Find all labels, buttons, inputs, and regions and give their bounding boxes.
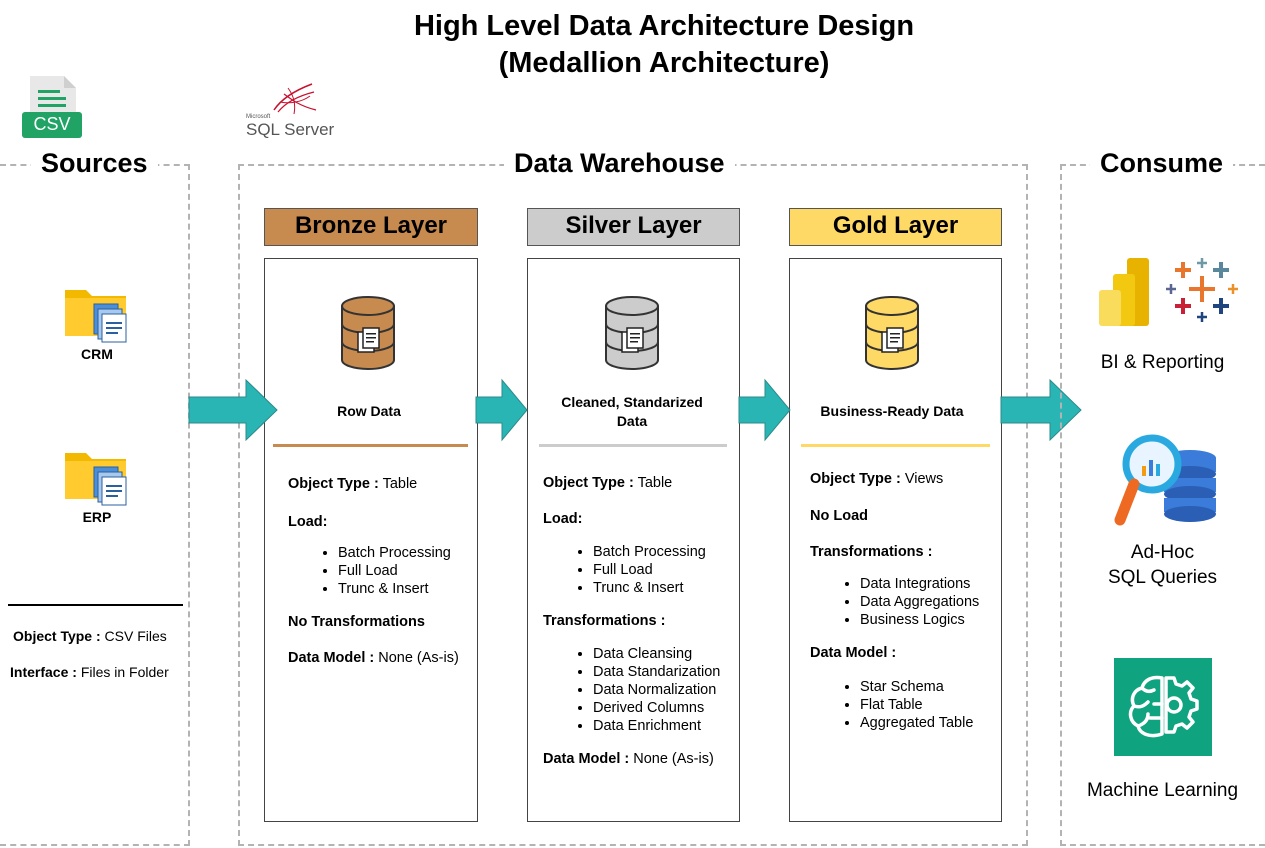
bi-reporting-label: BI & Reporting xyxy=(1100,352,1225,373)
bronze-load-label: Load: xyxy=(288,514,328,530)
bronze-layer-header: Bronze Layer xyxy=(264,208,478,246)
arrow-bronze-to-silver xyxy=(476,380,527,440)
list-item: • Full Load xyxy=(593,561,706,579)
list-item: • Data Standarization xyxy=(593,663,720,681)
sql-server-text: SQL Server xyxy=(246,120,335,139)
title-line-1: High Level Data Architecture Design xyxy=(413,10,915,42)
list-item: • Derived Columns xyxy=(593,699,720,717)
machine-learning-icon xyxy=(1114,658,1212,756)
arrow-silver-to-gold xyxy=(739,380,790,440)
sources-object-type: Object Type : CSV Files xyxy=(13,628,167,644)
bronze-object-type: Object Type : Table xyxy=(288,476,418,492)
list-item: • Trunc & Insert xyxy=(593,579,706,597)
consume-title: Consume xyxy=(1090,148,1233,178)
list-item: • Data Aggregations xyxy=(860,593,979,611)
sql-server-microsoft: Microsoft xyxy=(246,114,271,120)
gold-layer-header: Gold Layer xyxy=(789,208,1002,246)
list-item: • Business Logics xyxy=(860,611,979,629)
gold-caption: Business-Ready Data xyxy=(820,403,964,419)
list-item: • Data Cleansing xyxy=(593,645,720,663)
silver-load-label: Load: xyxy=(543,511,583,527)
gold-transform-label: Transformations : xyxy=(810,544,933,560)
list-item: • Full Load xyxy=(338,562,451,580)
silver-data-model: Data Model : None (As-is) xyxy=(543,751,714,767)
arrow-sources-to-bronze xyxy=(189,380,277,440)
bronze-transform-label: No Transformations xyxy=(288,614,425,630)
data-warehouse-title: Data Warehouse xyxy=(504,148,735,178)
silver-caption: Cleaned, Standarized Data xyxy=(561,394,703,429)
sql-query-search-icon xyxy=(1112,428,1220,541)
sources-interface: Interface : Files in Folder xyxy=(10,664,169,680)
tableau-icon xyxy=(1165,256,1239,327)
title-line-2: (Medallion Architecture) xyxy=(498,47,830,79)
silver-layer-header: Silver Layer xyxy=(527,208,740,246)
silver-object-type: Object Type : Table xyxy=(543,475,673,491)
list-item: • Batch Processing xyxy=(593,543,706,561)
bronze-data-model: Data Model : None (As-is) xyxy=(288,650,459,666)
list-item: • Batch Processing xyxy=(338,544,451,562)
silver-transform-label: Transformations : xyxy=(543,613,666,629)
csv-label: CSV xyxy=(33,114,71,134)
erp-label: ERP xyxy=(82,509,112,525)
power-bi-icon xyxy=(1097,256,1153,333)
crm-label: CRM xyxy=(81,346,113,362)
sources-title: Sources xyxy=(31,148,158,178)
list-item: • Data Integrations xyxy=(860,575,979,593)
list-item: • Flat Table xyxy=(860,696,973,714)
list-item: • Data Normalization xyxy=(593,681,720,699)
gold-object-type: Object Type : Views xyxy=(810,471,944,487)
machine-learning-label: Machine Learning xyxy=(1086,780,1239,801)
list-item: • Aggregated Table xyxy=(860,714,973,732)
gold-data-model-label: Data Model : xyxy=(810,645,897,661)
adhoc-sql-label: Ad-Hoc SQL Queries xyxy=(1107,542,1218,588)
list-item: • Data Enrichment xyxy=(593,717,720,735)
list-item: • Trunc & Insert xyxy=(338,580,451,598)
gold-load-label: No Load xyxy=(810,508,868,524)
bronze-caption: Row Data xyxy=(337,403,401,419)
list-item: • Star Schema xyxy=(860,678,973,696)
